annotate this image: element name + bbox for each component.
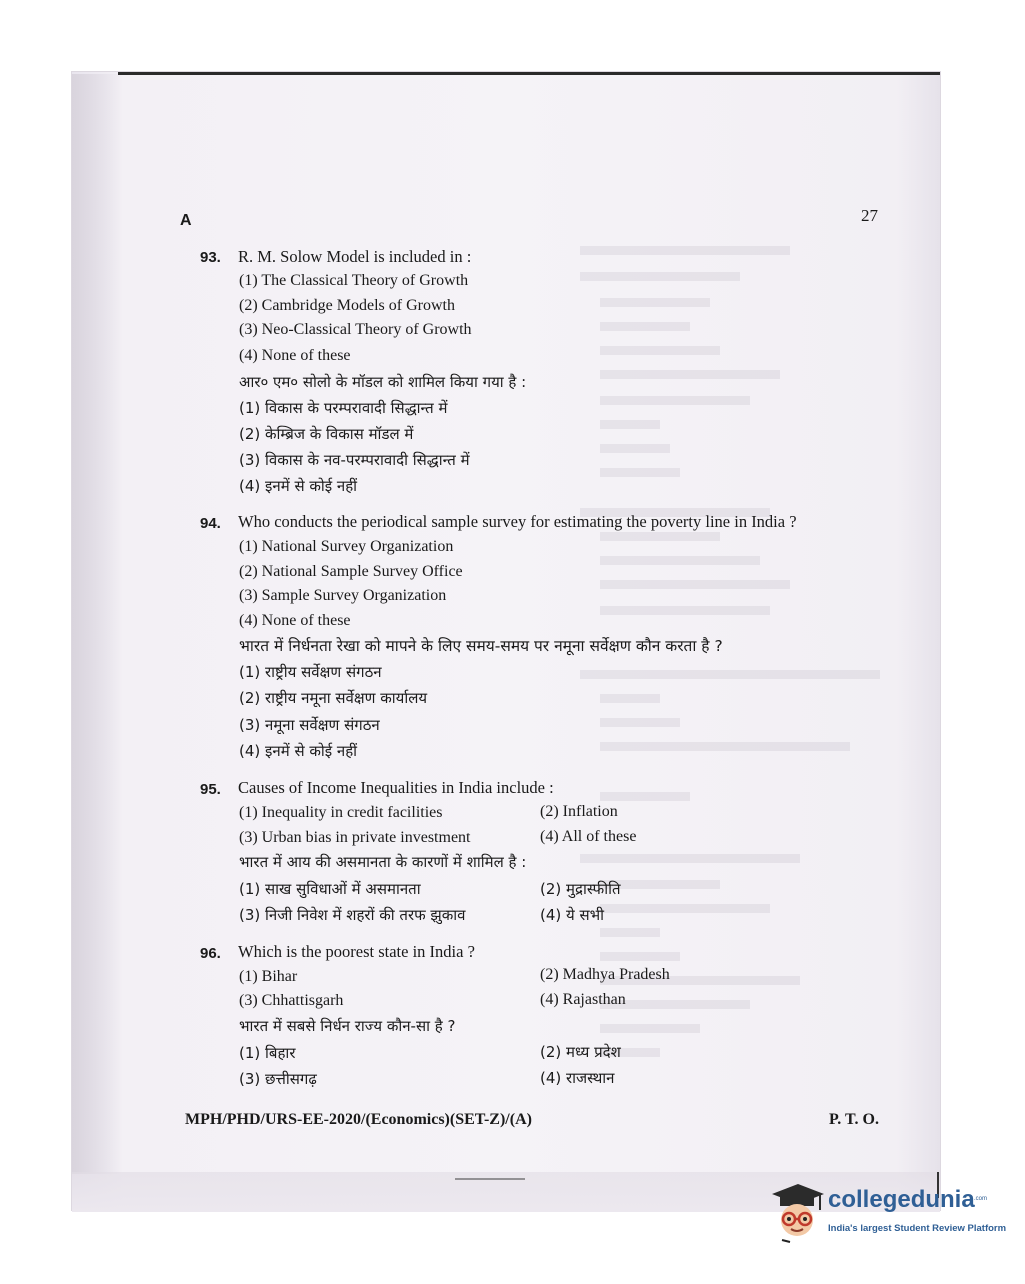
graduate-mascot-icon [768,1180,826,1244]
option-en: (1) National Survey Organization [239,538,454,555]
logo-domain: .com [974,1196,988,1202]
option-hi: (1) राष्ट्रीय सर्वेक्षण संगठन [239,663,382,681]
pto-label: P. T. O. [829,1111,879,1128]
option-hi: (3) नमूना सर्वेक्षण संगठन [239,716,380,734]
option-hi: (4) इनमें से कोई नहीं [239,477,358,495]
option-hi: (2) राष्ट्रीय नमूना सर्वेक्षण कार्यालय [239,689,428,707]
option-en: (1) The Classical Theory of Growth [239,272,469,289]
option-hi: (3) निजी निवेश में शहरों की तरफ झुकाव [239,906,466,924]
option-hi: (2) केम्ब्रिज के विकास मॉडल में [239,425,414,443]
page-number: 27 [861,206,878,225]
option-en: (4) Rajasthan [540,991,626,1008]
option-hi: (3) विकास के नव-परम्परावादी सिद्धान्त में [239,451,470,469]
question-number: 96. [200,945,221,962]
option-en: (2) National Sample Survey Office [239,563,463,580]
question-text-hi: आर० एम० सोलो के मॉडल को शामिल किया गया है : [239,373,527,391]
option-en: (2) Inflation [540,803,618,820]
question-text-hi: भारत में सबसे निर्धन राज्य कौन-सा है ? [239,1017,456,1035]
option-en: (1) Inequality in credit facilities [239,804,443,821]
option-en: (3) Sample Survey Organization [239,587,447,604]
option-en: (3) Urban bias in private investment [239,829,471,846]
question-number: 95. [200,781,221,798]
page-edge-shadow [72,74,122,1174]
question-text-en: Who conducts the periodical sample survey for estimating the poverty line in India ? [238,512,797,531]
option-hi: (4) राजस्थान [540,1069,615,1087]
question-text-en: R. M. Solow Model is included in : [238,247,472,266]
logo-wordmark: collegedunia [828,1186,975,1213]
option-hi: (2) मुद्रास्फीति [540,880,621,898]
option-hi: (1) साख सुविधाओं में असमानता [239,880,421,898]
question-text-en: Causes of Income Inequalities in India include : [238,778,554,797]
option-hi: (2) मध्य प्रदेश [540,1043,621,1061]
question-text-hi: भारत में आय की असमानता के कारणों में शामिल है : [239,853,527,871]
option-en: (3) Chhattisgarh [239,992,344,1009]
exam-code-footer: MPH/PHD/URS-EE-2020/(Economics)(SET-Z)/(A) [185,1111,532,1128]
option-en: (1) Bihar [239,968,298,985]
option-en: (4) None of these [239,347,351,364]
option-hi: (4) ये सभी [540,906,605,924]
option-en: (3) Neo-Classical Theory of Growth [239,321,472,338]
question-text-en: Which is the poorest state in India ? [238,942,475,961]
option-en: (2) Cambridge Models of Growth [239,297,455,314]
question-text-hi: भारत में निर्धनता रेखा को मापने के लिए समय-समय पर नमूना सर्वेक्षण कौन करता है ? [239,637,723,655]
option-hi: (4) इनमें से कोई नहीं [239,742,358,760]
option-hi: (1) बिहार [239,1044,296,1062]
option-en: (2) Madhya Pradesh [540,966,670,983]
page-edge-mark [455,1178,525,1180]
question-number: 94. [200,515,221,532]
collegedunia-logo[interactable] [768,1180,1007,1244]
option-hi: (3) छत्तीसगढ़ [239,1070,317,1088]
set-letter: A [180,212,192,229]
logo-tagline: India's largest Student Review Platform [828,1223,1007,1234]
option-en: (4) None of these [239,612,351,629]
option-hi: (1) विकास के परम्परावादी सिद्धान्त में [239,399,448,417]
page-top-edge [118,72,940,75]
option-en: (4) All of these [540,828,637,845]
question-number: 93. [200,249,221,266]
